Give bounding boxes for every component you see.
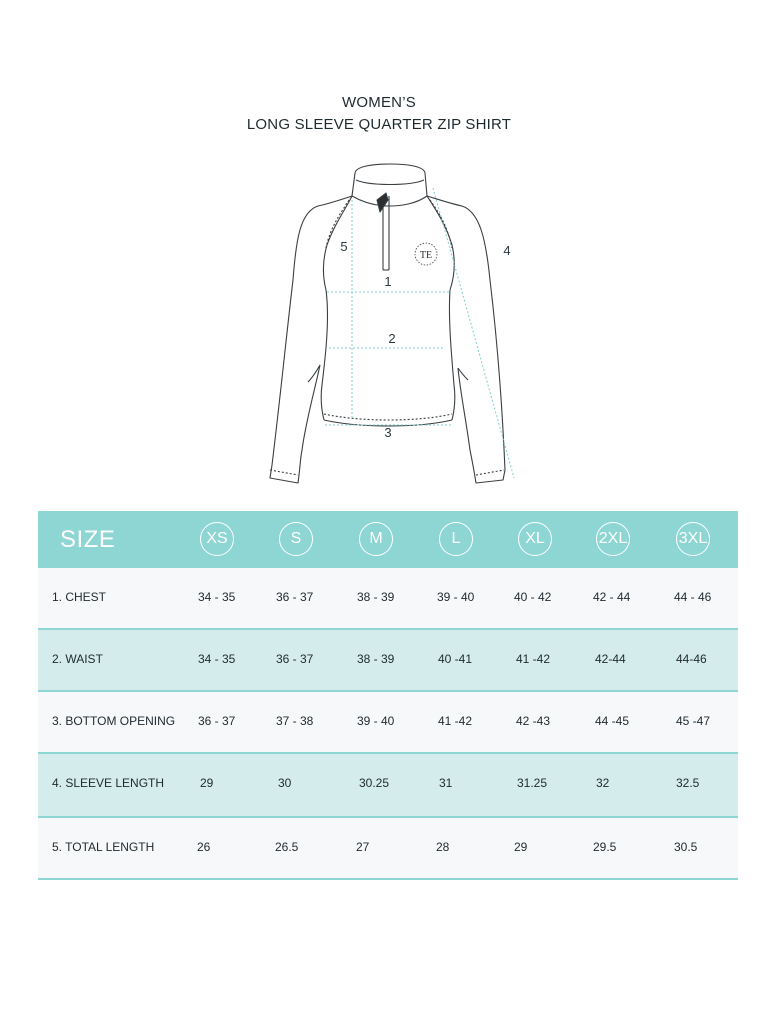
cell: 28 (436, 840, 450, 854)
size-xl: XL (518, 522, 552, 556)
row-chest (38, 568, 738, 630)
logo-text: TE (419, 250, 433, 261)
cell: 34 - 35 (198, 590, 236, 604)
cell: 40 - 42 (514, 590, 552, 604)
sleeve-measure-line (433, 188, 514, 478)
size-l: L (439, 522, 473, 556)
cell: 41 -42 (438, 714, 473, 728)
cell: 29 (514, 840, 528, 854)
row-bottom-opening (38, 692, 738, 754)
measure-label-3: 3 (384, 425, 392, 440)
torso-left (321, 290, 327, 420)
cell: 39 - 40 (357, 714, 395, 728)
cell: 29 (200, 776, 214, 790)
measure-label-5: 5 (340, 239, 348, 254)
cell: 38 - 39 (357, 652, 395, 666)
cell: 30 (278, 776, 292, 790)
brand-logo (415, 243, 437, 265)
row-label: 1. CHEST (52, 590, 107, 604)
row-label: 4. SLEEVE LENGTH (52, 776, 165, 790)
cell: 32 (596, 776, 610, 790)
cell: 27 (356, 840, 370, 854)
cell: 26 (197, 840, 211, 854)
measure-label-1: 1 (384, 274, 392, 289)
cell: 44 -45 (595, 714, 630, 728)
size-m: M (359, 522, 393, 556)
size-2xl: 2XL (596, 522, 630, 556)
cell: 44 - 46 (674, 590, 712, 604)
cell: 30.5 (674, 840, 698, 854)
row-label: 3. BOTTOM OPENING (52, 714, 176, 728)
cell: 31 (439, 776, 453, 790)
torso-right (449, 290, 454, 420)
title-line-1: WOMEN’S (342, 94, 416, 111)
cell: 45 -47 (676, 714, 711, 728)
row-waist (38, 630, 738, 692)
cell: 42 -43 (516, 714, 551, 728)
right-sleeve-outline (427, 196, 505, 483)
size-s: S (279, 522, 313, 556)
measure-label-2: 2 (388, 331, 396, 346)
row-label: 5. TOTAL LENGTH (52, 840, 155, 854)
cell: 34 - 35 (198, 652, 236, 666)
cell: 36 - 37 (276, 652, 314, 666)
row-sleeve-length (38, 754, 738, 818)
size-3xl: 3XL (676, 522, 710, 556)
cell: 26.5 (275, 840, 299, 854)
measure-label-4: 4 (503, 243, 511, 258)
size-header-row (38, 511, 738, 568)
cell: 37 - 38 (276, 714, 314, 728)
cell: 30.25 (359, 776, 390, 790)
size-header-label: SIZE (60, 526, 116, 553)
row-label: 2. WAIST (52, 652, 103, 666)
size-chart-table (38, 511, 738, 880)
cell: 29.5 (593, 840, 617, 854)
cell: 36 - 37 (276, 590, 314, 604)
cell: 38 - 39 (357, 590, 395, 604)
shirt-diagram (0, 0, 768, 500)
size-xs: XS (200, 522, 234, 556)
row-total-length (38, 818, 738, 880)
cell: 32.5 (676, 776, 700, 790)
cell: 36 - 37 (198, 714, 236, 728)
cell: 42 - 44 (593, 590, 631, 604)
cell: 41 -42 (516, 652, 551, 666)
cell: 40 -41 (438, 652, 473, 666)
cell: 39 - 40 (437, 590, 475, 604)
cell: 44-46 (676, 652, 707, 666)
title-line-2: LONG SLEEVE QUARTER ZIP SHIRT (246, 116, 512, 133)
cell: 31.25 (517, 776, 548, 790)
cell: 42-44 (595, 652, 626, 666)
